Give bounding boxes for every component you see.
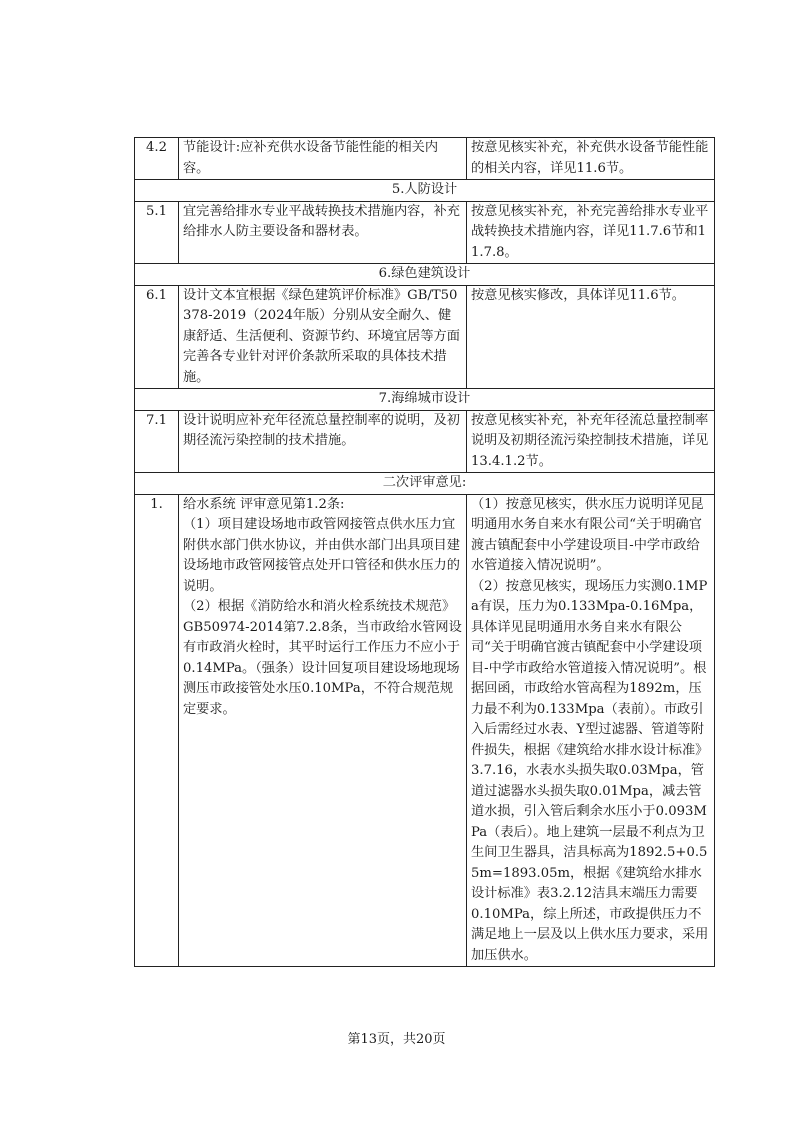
section-heading: 6.绿色建筑设计: [135, 264, 715, 286]
review-comment: 节能设计:应补充供水设备节能性能的相关内容。: [179, 138, 467, 180]
item-number: 4.2: [135, 138, 179, 180]
design-response: 按意见核实补充，补充年径流总量控制率说明及初期径流污染控制技术措施，详见13.4.1.2节。: [467, 410, 715, 473]
section-row: [135, 389, 715, 411]
item-number: 1.: [135, 494, 179, 967]
comment-paragraph: （2）根据《消防给水和消火栓系统技术规范》GB50974-2014第7.2.8条，当市政给水管网设有市政消火栓时，其平时运行工作压力不应小于0.14MPa。（强条）设计回复项目建设场地现场测压市政接管处水压0.10MPa，不符合规范规定要求。: [183, 599, 462, 717]
item-number: 6.1: [135, 285, 179, 389]
table-row: [135, 138, 715, 180]
table-row: [135, 410, 715, 473]
section-row: [135, 180, 715, 202]
design-response: 按意见核实修改，具体详见11.6节。: [467, 285, 715, 389]
table-row: [135, 494, 715, 967]
comment-heading: 给水系统 评审意见第1.2条:: [183, 496, 345, 512]
review-table: [134, 137, 715, 967]
design-response: 按意见核实补充，补充完善给排水专业平战转换技术措施内容，详见11.7.6节和11.7.8。: [467, 201, 715, 264]
review-comment: 设计文本宜根据《绿色建筑评价标准》GB/T50378-2019（2024年版）分别从安全耐久、健康舒适、生活便利、资源节约、环境宜居等方面完善各专业针对评价条款所采取的具体技术措施。: [179, 285, 467, 389]
page-footer: 第13页，共20页: [347, 1032, 446, 1047]
table-row: [135, 201, 715, 264]
response-paragraph: （1）按意见核实，供水压力说明详见昆明通用水务自来水有限公司“关于明确官渡古镇配套中小学建设项目-中学市政给水管道接入情况说明”。: [471, 496, 704, 573]
section-heading: 二次评审意见:: [135, 473, 715, 495]
table-row: [135, 285, 715, 389]
section-heading: 5.人防设计: [135, 180, 715, 202]
design-response: 按意见核实补充，补充供水设备节能性能的相关内容，详见11.6节。: [467, 138, 715, 180]
design-response: [467, 494, 715, 967]
item-number: 7.1: [135, 410, 179, 473]
comment-paragraph: （1）项目建设场地市政管网接管点供水压力宜附供水部门供水协议，并由供水部门出具项目建设场地市政管网接管点处开口管径和供水压力的说明。: [183, 517, 460, 594]
section-heading: 7.海绵城市设计: [135, 389, 715, 411]
review-comment: [179, 494, 467, 967]
review-comment: 设计说明应补充年径流总量控制率的说明，及初期径流污染控制的技术措施。: [179, 410, 467, 473]
section-row: [135, 264, 715, 286]
section-row: [135, 473, 715, 495]
item-number: 5.1: [135, 201, 179, 264]
review-comment: 宜完善给排水专业平战转换技术措施内容，补充给排水人防主要设备和器材表。: [179, 201, 467, 264]
response-paragraph: （2）按意见核实，现场压力实测0.1MPa有误，压力为0.133Mpa-0.16Mpa，具体详见昆明通用水务自来水有限公司“关于明确官渡古镇配套中小学建设项目-中学市政给水管道接入情况说明”。根据回函，市政给水管高程为1892m，压力最不利为0.133Mpa（表前）。市政引入后需经过水表、Y型过滤器、管道等附件损失，根据《建筑给水排水设计标准》3.7.16，水表水头损失取0.03Mpa，管道过滤器水头损失取0.01Mpa，减去管道水损，引入管后剩余水压小于0.093MPa（表后）。地上建筑一层最不利点为卫生间卫生器具，洁具标高为1892.5+0.55m=1893.05m，根据《建筑给水排水设计标准》表3.2.12洁具末端压力需要0.10MPa，综上所述，市政提供压力不满足地上一层及以上供水压力要求，采用加压供水。: [471, 578, 709, 963]
